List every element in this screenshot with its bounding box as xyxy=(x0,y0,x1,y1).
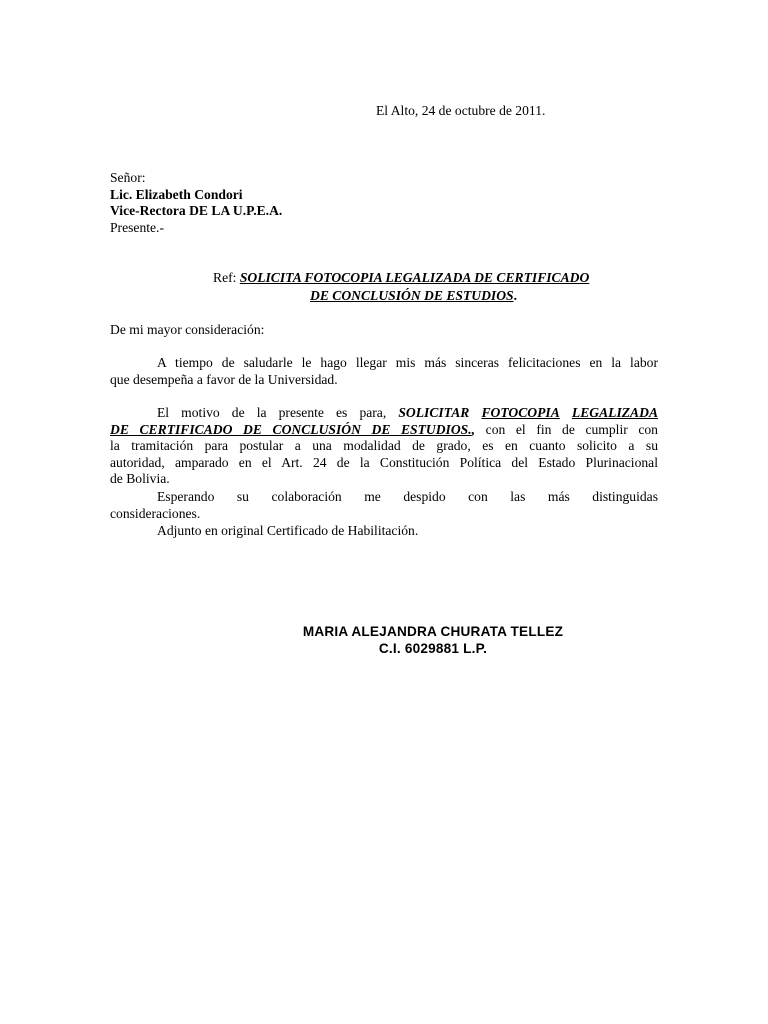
reference-label: Ref: xyxy=(213,270,237,285)
paragraph-2 xyxy=(110,405,658,488)
paragraph-2-intro: El motivo de la presente es para, xyxy=(157,405,387,420)
paragraph-2-fotocopia: FOTOCOPIA xyxy=(481,405,560,420)
paragraph-4 xyxy=(110,523,658,540)
paragraph-2-line-2 xyxy=(110,422,658,439)
letter-date: El Alto, 24 de octubre de 2011. xyxy=(376,103,546,118)
paragraph-2-line-3: la tramitación para postular a una modalidad de grado, es en cuanto solicito a su xyxy=(110,438,658,454)
reference-subject-2: DE CONCLUSIÓN DE ESTUDIOS xyxy=(310,288,514,303)
paragraph-2-line-1 xyxy=(110,405,658,422)
paragraph-2-line-5: de Bolivia. xyxy=(110,471,170,487)
paragraph-2-bold-line-2: DE CERTIFICADO DE CONCLUSIÓN DE ESTUDIOS. xyxy=(110,421,472,437)
signature-id: C.I. 6029881 L.P. xyxy=(378,641,488,656)
paragraph-2-solicitar: SOLICITAR xyxy=(398,405,470,420)
recipient-title: Vice-Rectora DE LA U.P.E.A. xyxy=(110,203,283,219)
paragraph-1 xyxy=(110,355,658,388)
recipient-presente: Presente.- xyxy=(110,219,164,235)
reference-line-1 xyxy=(213,270,589,287)
greeting: De mi mayor consideración: xyxy=(110,322,265,337)
paragraph-4-line-1: Adjunto en original Certificado de Habilitación. xyxy=(157,523,419,538)
recipient-name: Lic. Elizabeth Condori xyxy=(110,186,243,202)
recipient-salutation: Señor: xyxy=(110,170,146,185)
recipient-block xyxy=(110,170,510,236)
reference-subject-end: . xyxy=(513,288,517,303)
reference-line-2 xyxy=(310,288,517,305)
paragraph-2-line-4: autoridad, amparado en el Art. 24 de la Constitución Política del Estado Plurinacional xyxy=(110,454,658,470)
paragraph-3 xyxy=(110,489,658,522)
reference-subject-1: SOLICITA FOTOCOPIA LEGALIZADA DE CERTIFICADO xyxy=(239,270,590,285)
paragraph-2-legalizada: LEGALIZADA xyxy=(571,405,659,420)
paragraph-3-line-2: consideraciones. xyxy=(110,505,201,521)
paragraph-1-line-1: A tiempo de saludarle le hago llegar mis más sinceras felicitaciones en la labor xyxy=(157,355,658,370)
signature-block xyxy=(240,623,626,657)
paragraph-2-bold-comma: , xyxy=(471,421,476,437)
paragraph-2-line-2-rest: con el fin de cumplir con xyxy=(485,421,658,437)
paragraph-3-line-1: Esperando su colaboración me despido con las más distinguidas xyxy=(157,489,658,504)
signature-name: MARIA ALEJANDRA CHURATA TELLEZ xyxy=(302,624,564,639)
paragraph-1-line-2: que desempeña a favor de la Universidad. xyxy=(110,371,338,387)
